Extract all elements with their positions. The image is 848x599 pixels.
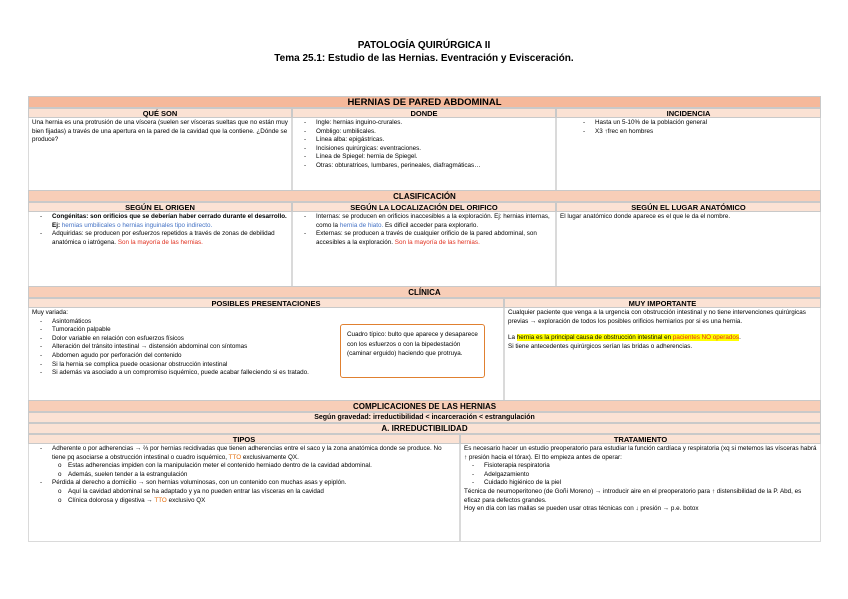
section-heading-clinica: CLÍNICA bbox=[28, 286, 821, 298]
list-item bbox=[32, 230, 288, 247]
tipo-1-tto: TTO bbox=[228, 453, 242, 461]
tto-intro: Es necesario hacer un estudio preoperatorio para estudiar la función cardíaca y respiratoria (xq si metemos las vísceras habrá ↑ presión hacia el tórax). El tto empieza antes de operar: bbox=[464, 445, 817, 461]
tto-hoy: Hoy en día con las mallas se pueden usar otras técnicas con ↓ presión → p.e. botox bbox=[464, 505, 699, 513]
list-item: - X3 ↑frec en hombres bbox=[575, 128, 817, 137]
list-item: - Abdomen agudo por perforación del contenido bbox=[32, 352, 500, 361]
tipo-2-sub-end: exclusivo QX bbox=[166, 496, 206, 504]
cuadro-tipico-text: Cuadro típico: bulto que aparece y desaparece con los esfuerzos o con la bipedestación (caminar erguido) haciendo que protruya. bbox=[347, 331, 478, 357]
col-header-orificio: SEGÚN LA LOCALIZACIÓN DEL ORIFICO bbox=[292, 202, 556, 212]
origen-2-text: Adquiridas: se producen por esfuerzos repetidos a través de zonas de debilidad anatómica o iatrógena. bbox=[52, 230, 275, 246]
list-item: - Línea de Spiegel: hernia de Spiegel. bbox=[296, 153, 552, 162]
complicaciones-subheading: Según gravedad: irreductibilidad < incarceración < estrangulación bbox=[28, 412, 821, 423]
orificio-2-highlight: Son la mayoría de las hernias. bbox=[394, 238, 480, 246]
list-item: - Si la hernia se complica puede ocasionar obstrucción intestinal bbox=[32, 361, 500, 370]
tipo-1-end: exclusivamente QX. bbox=[241, 453, 299, 461]
list-item: - Hasta un 5-10% de la población general bbox=[575, 119, 817, 128]
page-subtitle: Tema 25.1: Estudio de las Hernias. Eventración y Evisceración. bbox=[274, 53, 574, 64]
importante-2-highlight: hernia es la principal causa de obstrucción intestinal en bbox=[516, 334, 673, 342]
cuadro-tipico-box bbox=[340, 324, 485, 378]
que-son-text: Una hernia es una protrusión de una víscera (suelen ser vísceras sueltas que no están muy bien fijadas) a través de una apertura en la pared de la cavidad que la contiene. ¿Dónde se produce? bbox=[32, 119, 288, 144]
list-item bbox=[296, 230, 552, 247]
col-header-tipos: TIPOS bbox=[28, 434, 460, 444]
list-item: - Ingle: hernias inguino-crurales. bbox=[296, 119, 552, 128]
orificio-2-text: Externas: se producen a través de cualquier orificio de la pared abdominal, son accesibles a la exploración. bbox=[316, 230, 537, 246]
list-item: - Adelgazamiento bbox=[464, 471, 817, 480]
tto-tecnica: Técnica de neumoperitoneo (de Goñi Moreno) → introducir aire en el preoperatorio para ↑ distensibilidad de la P. Abd, es eficaz para defectos grandes. bbox=[464, 487, 802, 504]
list-item: - Si además va asociado a un compromiso isquémico, puede acabar falleciendo si es tratado. bbox=[32, 369, 500, 378]
cell-anatomico bbox=[556, 212, 821, 286]
list-item: - Línea alba: epigástricas. bbox=[296, 136, 552, 145]
origen-1-text: Congénitas: son orificios que se deberían haber cerrado durante el desarrollo. Ej: bbox=[52, 213, 287, 229]
col-header-que-son: QUÉ SON bbox=[28, 108, 292, 118]
tipo-2-sub-tto: TTO bbox=[154, 496, 167, 504]
orificio-1-note: Es difícil acceder para explorarlo. bbox=[383, 221, 479, 229]
cell-que-son bbox=[28, 118, 292, 190]
list-item bbox=[296, 213, 552, 230]
list-item bbox=[32, 445, 456, 462]
orificio-1-text: Internas: se producen en orificios inaccesibles a la exploración. Ej: hernias internas, como la bbox=[316, 213, 550, 229]
section-heading-clasificacion: CLASIFICACIÓN bbox=[28, 190, 821, 202]
anatomico-text: El lugar anatómico donde aparece es el que le da el nombre. bbox=[560, 213, 731, 220]
list-item: - Otras: obturatrices, lumbares, perineales, diafragmáticas… bbox=[296, 162, 552, 171]
origen-2-highlight: Son la mayoría de las hernias. bbox=[117, 238, 203, 246]
donde-list bbox=[296, 119, 552, 171]
col-header-origen: SEGÚN EL ORIGEN bbox=[28, 202, 292, 212]
col-header-incidencia: INCIDENCIA bbox=[556, 108, 821, 118]
cell-donde bbox=[292, 118, 556, 190]
list-item: - Fisioterapia respiratoria bbox=[464, 462, 817, 471]
cell-tipos bbox=[28, 444, 460, 542]
section-heading-complicaciones: COMPLICACIONES DE LAS HERNIAS bbox=[28, 400, 821, 412]
list-item: - Dolor variable en relación con esfuerzos físicos bbox=[32, 335, 500, 344]
importante-2-end: . bbox=[739, 334, 741, 342]
tipo-1-text: Adherente o por adherencias → ⅔ por hernias recidivadas que tienen adherencias entre el saco y la zona anatómica donde se produce. No tiene pq asociarse a obstrucción intestinal o cuadro isquémico, bbox=[52, 445, 442, 461]
col-header-tratamiento: TRATAMIENTO bbox=[460, 434, 821, 444]
cell-importante bbox=[504, 308, 821, 400]
origen-1-example: hernias umbilicales o hernias inguinales tipo indirecto. bbox=[61, 221, 213, 229]
importante-3: Si tiene antecedentes quirúrgicos serían las bridas o adherencias. bbox=[508, 342, 693, 350]
list-item: - Asintomáticos bbox=[32, 318, 500, 327]
list-item: - Incisiones quirúrgicas: eventraciones. bbox=[296, 145, 552, 154]
list-item: - Tumoración palpable bbox=[32, 326, 500, 335]
col-header-anatomico: SEGÚN EL LUGAR ANATÓMICO bbox=[556, 202, 821, 212]
section-a-irreductibilidad: A. IRREDUCTIBILIDAD bbox=[28, 423, 821, 434]
clinica-intro: Muy variada: bbox=[32, 309, 69, 316]
tipo-2-sub-text: Clínica dolorosa y digestiva → bbox=[68, 496, 155, 504]
cell-incidencia bbox=[556, 118, 821, 190]
col-header-importante: MUY IMPORTANTE bbox=[504, 298, 821, 308]
list-item: o Aquí la cavidad abdominal se ha adaptado y ya no pueden entrar las vísceras en la cavidad bbox=[32, 488, 456, 497]
col-header-presentaciones: POSIBLES PRESENTACIONES bbox=[28, 298, 504, 308]
importante-2-prefix: La bbox=[508, 334, 517, 342]
incidencia-list bbox=[575, 119, 817, 136]
cell-tratamiento bbox=[460, 444, 821, 542]
page-title: PATOLOGÍA QUIRÚRGICA II bbox=[357, 40, 491, 51]
list-item: - Ombligo: umbilicales. bbox=[296, 128, 552, 137]
list-item bbox=[32, 497, 456, 506]
list-item bbox=[32, 213, 288, 230]
importante-2 bbox=[508, 334, 817, 343]
col-header-donde: DONDE bbox=[292, 108, 556, 118]
cell-origen bbox=[28, 212, 292, 286]
section-heading-hernias: HERNIAS DE PARED ABDOMINAL bbox=[28, 96, 821, 108]
importante-2-red: pacientes NO operados bbox=[672, 334, 740, 342]
list-item: o Además, suelen tender a la estrangulación bbox=[32, 471, 456, 480]
orificio-1-example: hernia de hiato. bbox=[339, 221, 384, 229]
list-item: o Estas adherencias impiden con la manipulación meter el contenido herniado dentro de la cavidad abdominal. bbox=[32, 462, 456, 471]
list-item: - Alteración del tránsito intestinal → distensión abdominal con síntomas bbox=[32, 343, 500, 352]
list-item: - Pérdida al derecho a domicilio → son hernias voluminosas, con un contenido con muchas asas y epiplón. bbox=[32, 479, 456, 488]
importante-1: Cualquier paciente que venga a la urgencia con obstrucción intestinal y no tiene intervenciones quirúrgicas previas → exploración de todos los posibles orificios herniarios por si es una hernia. bbox=[508, 309, 806, 325]
cell-orificio bbox=[292, 212, 556, 286]
list-item: - Cuidado higiénico de la piel bbox=[464, 479, 817, 488]
